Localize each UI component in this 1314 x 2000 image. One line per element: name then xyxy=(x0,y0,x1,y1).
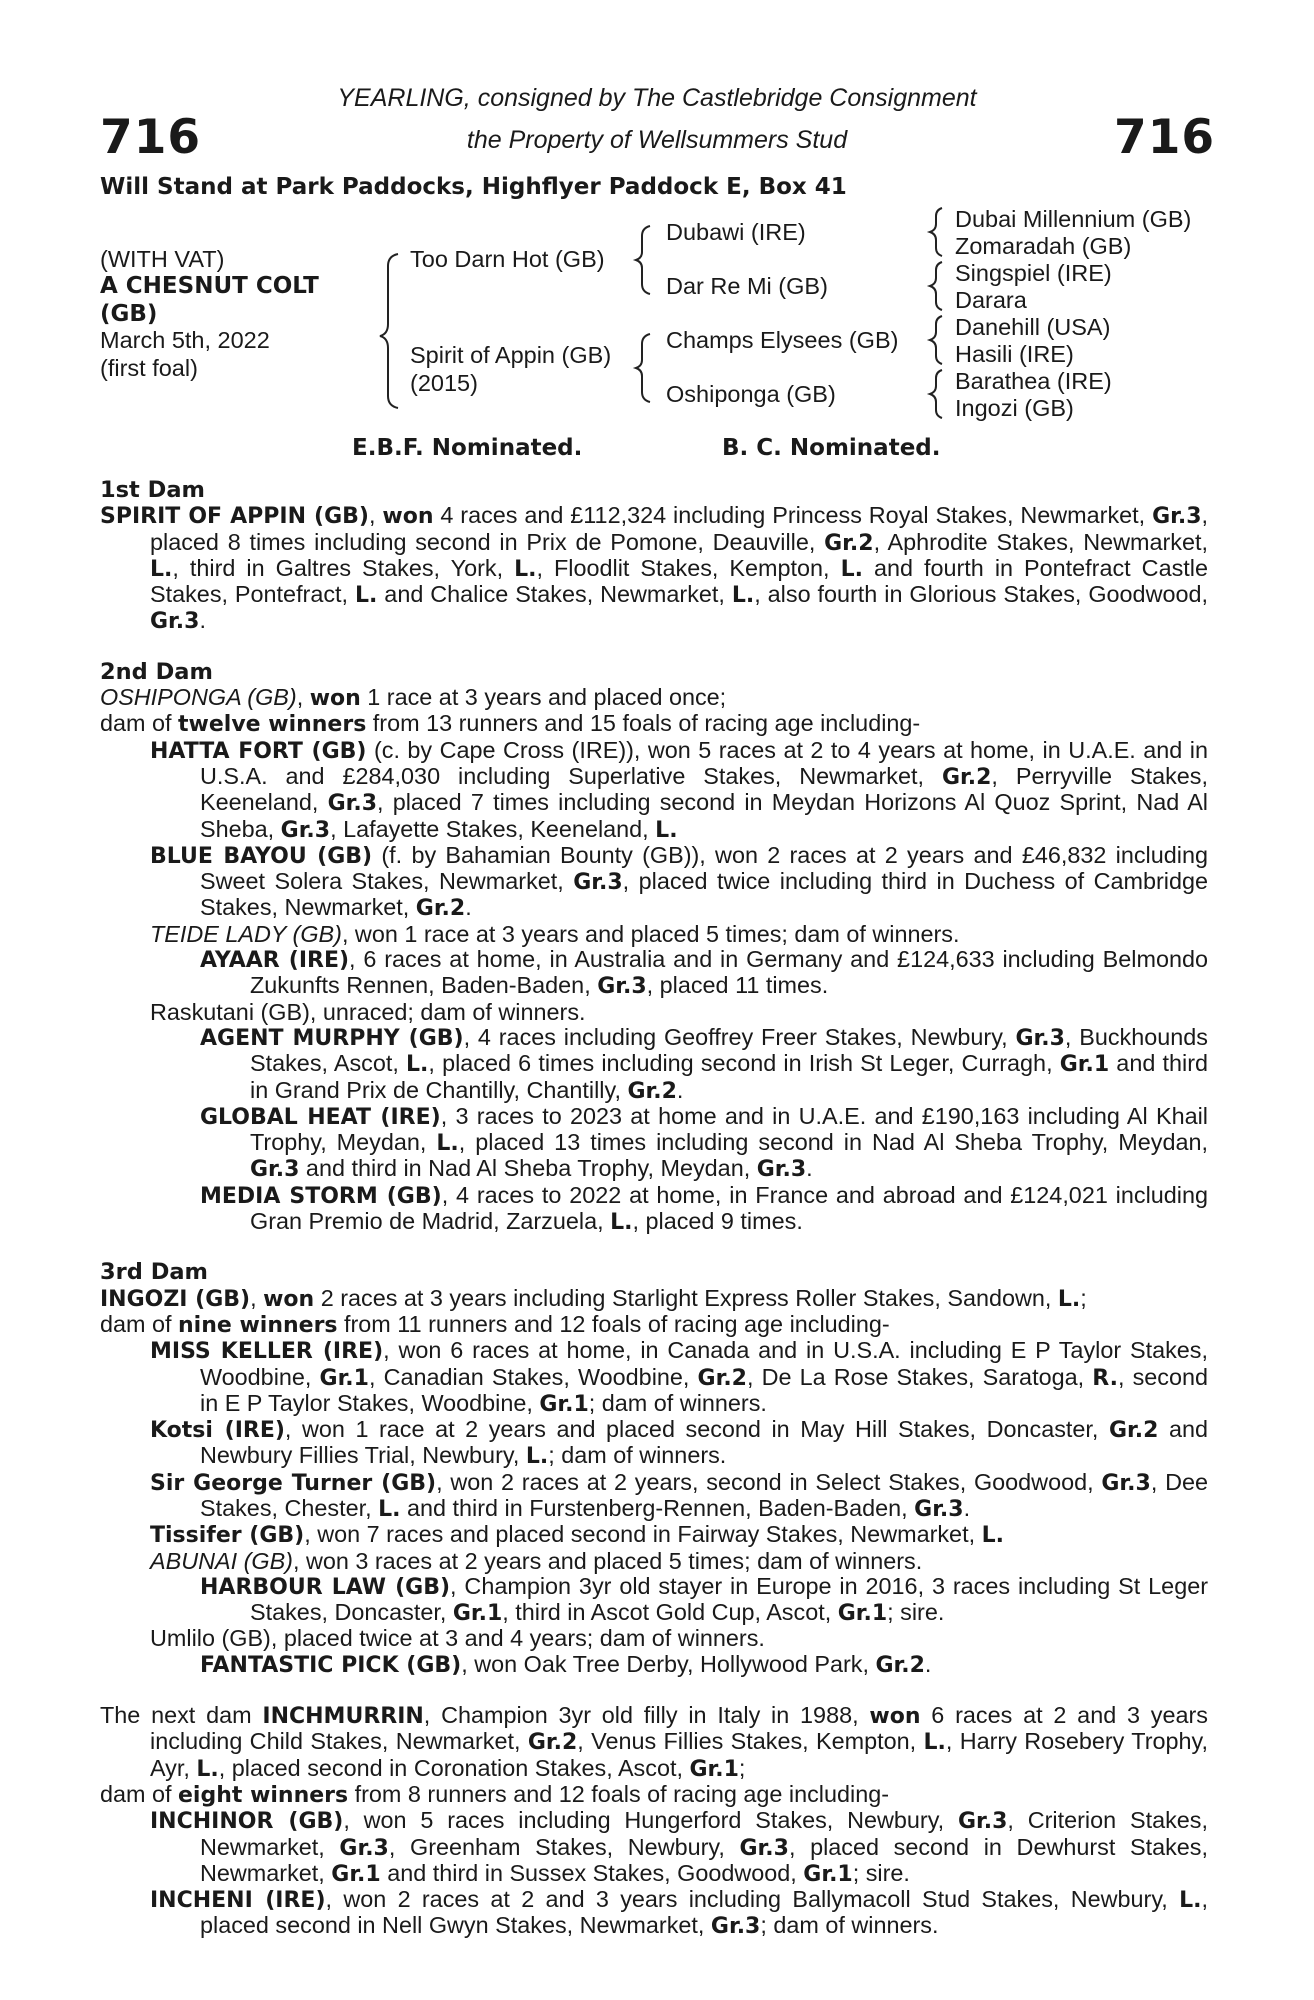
progeny-media-storm: MEDIA STORM (GB), 4 races to 2022 at home, in France and abroad and £124,021 including Gran Premio de Madrid, Zarzuela, L., placed 9 times. xyxy=(200,1181,1208,1236)
pedigree-g6: Hasili (IRE) xyxy=(955,341,1074,367)
pedigree-dam-dam: Oshiponga (GB) xyxy=(666,381,836,407)
third-dam-entry: INGOZI (GB), won 2 races at 3 years including Starlight Express Roller Stakes, Sandown, L.; xyxy=(100,1284,1087,1312)
pedigree-sire-dam: Dar Re Mi (GB) xyxy=(666,273,828,299)
first-dam-entry: SPIRIT OF APPIN (GB), won 4 races and £112,324 including Princess Royal Stakes, Newmarket, Gr.3, placed 8 times including second in Prix de Pomone, Deauville, Gr.2, Aphrodite Stakes, Newmarket, L., third in Galtres Stakes, York, L., Floodlit Stakes, Kempton, L. and fourth in Pontefract Castle Stakes, Pontefract, L. and Chalice Stakes, Newmarket, L., also fourth in Glorious Stakes, Goodwood, Gr.3. xyxy=(100,502,1208,635)
stand-location: Will Stand at Park Paddocks, Highflyer Paddock E, Box 41 xyxy=(100,174,847,200)
pedigree-sire-sire: Dubawi (IRE) xyxy=(666,219,806,245)
pedigree-dam: Spirit of Appin (GB) xyxy=(410,342,612,368)
progeny-blue-bayou: BLUE BAYOU (GB) (f. by Bahamian Bounty (GB)), won 2 races at 2 years and £46,832 including Sweet Solera Stakes, Newmarket, Gr.3, placed twice including third in Duchess of Cambridge Stakes, Newmarket, Gr.2. xyxy=(150,841,1208,922)
progeny-sir-george-turner: Sir George Turner (GB), won 2 races at 2 years, second in Select Stakes, Goodwood, Gr.3, Dee Stakes, Chester, L. and third in Furstenberg-Rennen, Baden-Baden, Gr.3. xyxy=(150,1468,1208,1522)
progeny-fantastic-pick: FANTASTIC PICK (GB), won Oak Tree Derby, Hollywood Park, Gr.2. xyxy=(200,1650,932,1678)
progeny-tissifer: Tissifer (GB), won 7 races and placed second in Fairway Stakes, Newmarket, L. xyxy=(150,1521,1004,1549)
catalogue-body xyxy=(100,478,1208,1940)
pedigree-g2: Zomaradah (GB) xyxy=(955,233,1132,259)
progeny-kotsi: Kotsi (IRE), won 1 race at 2 years and placed second in May Hill Stakes, Doncaster, Gr.2 and Newbury Fillies Trial, Newbury, L.; dam of winners. xyxy=(150,1416,1208,1470)
foal-note: (first foal) xyxy=(100,355,198,381)
property-line: the Property of Wellsummers Stud xyxy=(466,126,848,154)
pedigree-g7: Barathea (IRE) xyxy=(955,368,1112,394)
pedigree-g8: Ingozi (GB) xyxy=(955,395,1074,421)
progeny-abunai: ABUNAI (GB), won 3 races at 2 years and placed 5 times; dam of winners. xyxy=(150,1547,923,1574)
progeny-umlilo: Umlilo (GB), placed twice at 3 and 4 years; dam of winners. xyxy=(150,1625,765,1652)
next-dam-entry: The next dam INCHMURRIN, Champion 3yr old filly in Italy in 1988, won 6 races at 2 and 3 years including Child Stakes, Newmarket, Gr.2, Venus Fillies Stakes, Kempton, L., Harry Rosebery Trophy, Ayr, L., placed second in Coronation Stakes, Ascot, Gr.1; xyxy=(100,1702,1209,1782)
pedigree-sire: Too Darn Hot (GB) xyxy=(410,246,605,272)
third-dam-produce: dam of nine winners from 11 runners and 12 foals of racing age including- xyxy=(100,1310,890,1338)
consignor-line: YEARLING, consigned by The Castlebridge Consignment xyxy=(337,84,977,112)
progeny-teide-lady: TEIDE LADY (GB), won 1 race at 3 years and placed 5 times; dam of winners. xyxy=(150,920,960,947)
ebf-nomination: E.B.F. Nominated. xyxy=(352,435,583,461)
next-dam-produce: dam of eight winners from 8 runners and 12 foals of racing age including- xyxy=(100,1780,890,1808)
bc-nomination: B. C. Nominated. xyxy=(722,435,941,461)
pedigree-dam-sire: Champs Elysees (GB) xyxy=(666,327,899,353)
progeny-agent-murphy: AGENT MURPHY (GB), 4 races including Geoffrey Freer Stakes, Newbury, Gr.3, Buckhounds Stakes, Ascot, L., placed 6 times including second in Irish St Leger, Curragh, Gr.1 and third in Grand Prix de Chantilly, Chantilly, Gr.2. xyxy=(200,1023,1208,1104)
vat-note: (WITH VAT) xyxy=(100,246,225,272)
pedigree-g3: Singspiel (IRE) xyxy=(955,260,1112,286)
progeny-hatta-fort: HATTA FORT (GB) (c. by Cape Cross (IRE)), won 5 races at 2 to 4 years at home, in U.A.E. and in U.S.A. and £284,030 including Superlative Stakes, Newmarket, Gr.2, Perryville Stakes, Keeneland, Gr.3, placed 7 times including second in Meydan Horizons Al Quoz Sprint, Nad Al Sheba, Gr.3, Lafayette Stakes, Keeneland, L. xyxy=(150,736,1208,843)
progeny-harbour-law: HARBOUR LAW (GB), Champion 3yr old stayer in Europe in 2016, 3 races including St Leger Stakes, Doncaster, Gr.1, third in Ascot Gold Cup, Ascot, Gr.1; sire. xyxy=(200,1572,1208,1627)
second-dam-entry: OSHIPONGA (GB), won 1 race at 3 years and placed once; xyxy=(100,684,727,712)
second-dam-heading: 2nd Dam xyxy=(100,658,213,685)
progeny-miss-keller: MISS KELLER (IRE), won 6 races at home, in Canada and in U.S.A. including E P Taylor Stakes, Woodbine, Gr.1, Canadian Stakes, Woodbine, Gr.2, De La Rose Stakes, Saratoga, R., second in E P Taylor Stakes, Woodbine, Gr.1; dam of winners. xyxy=(150,1337,1208,1417)
progeny-ayaar: AYAAR (IRE), 6 races at home, in Australia and in Germany and £124,633 including Belmondo Zukunfts Rennen, Baden-Baden, Gr.3, placed 11 times. xyxy=(200,946,1208,1000)
foaling-date: March 5th, 2022 xyxy=(100,327,270,353)
lot-number-right: 716 xyxy=(1114,110,1216,165)
third-dam-heading: 3rd Dam xyxy=(100,1259,208,1286)
pedigree-g5: Danehill (USA) xyxy=(955,314,1111,340)
lot-number-left: 716 xyxy=(100,110,202,165)
progeny-incheni: INCHENI (IRE), won 2 races at 2 and 3 years including Ballymacoll Stud Stakes, Newbury, L., placed second in Nell Gwyn Stakes, Newmarket, Gr.3; dam of winners. xyxy=(150,1886,1208,1940)
progeny-inchinor: INCHINOR (GB), won 5 races including Hungerford Stakes, Newbury, Gr.3, Criterion Stakes, Newmarket, Gr.3, Greenham Stakes, Newbury, Gr.3, placed second in Dewhurst Stakes, Newmarket, Gr.1 and third in Sussex Stakes, Goodwood, Gr.1; sire. xyxy=(150,1807,1208,1887)
pedigree-g4: Darara xyxy=(955,287,1027,313)
horse-description: A CHESNUT COLT xyxy=(100,273,319,299)
horse-country: (GB) xyxy=(100,301,158,327)
second-dam-produce: dam of twelve winners from 13 runners and 15 foals of racing age including- xyxy=(100,710,921,738)
progeny-global-heat: GLOBAL HEAT (IRE), 3 races to 2023 at home and in U.A.E. and £190,163 including Al Khail Trophy, Meydan, L., placed 13 times including second in Nad Al Sheba Trophy, Meydan, Gr.3 and third in Nad Al Sheba Trophy, Meydan, Gr.3. xyxy=(200,1102,1208,1183)
first-dam-heading: 1st Dam xyxy=(100,477,205,503)
pedigree-dam-year: (2015) xyxy=(410,370,478,396)
progeny-raskutani: Raskutani (GB), unraced; dam of winners. xyxy=(150,998,586,1025)
pedigree-g1: Dubai Millennium (GB) xyxy=(955,206,1192,232)
